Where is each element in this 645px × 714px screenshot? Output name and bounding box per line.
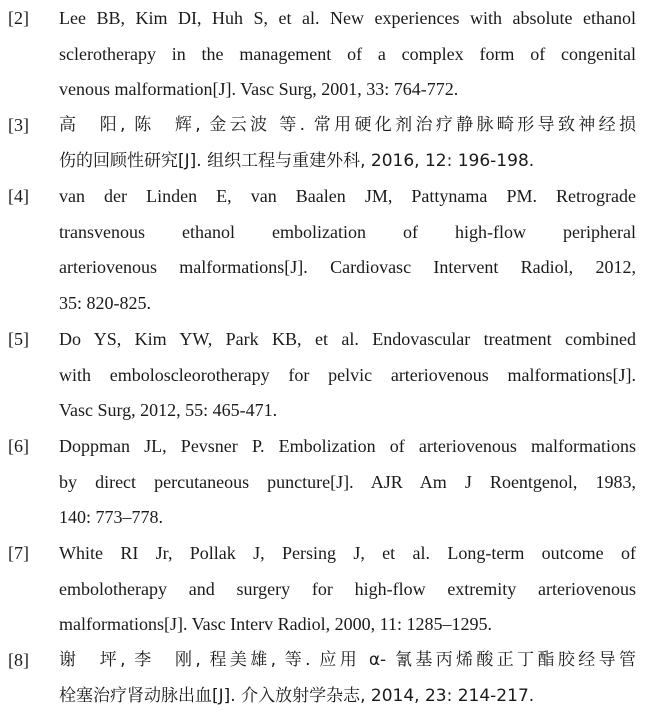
reference-entry: [8, 429, 636, 536]
reference-line: transvenous ethanol embolization of high-flow peripheral: [59, 221, 636, 242]
reference-number: [4]: [8, 186, 29, 206]
reference-line: 高 阳, 陈 辉, 金云波 等. 常用硬化剂治疗静脉畸形导致神经损: [59, 115, 636, 135]
reference-entry: [8, 1, 636, 108]
reference-number: [7]: [8, 543, 29, 563]
reference-entry: [8, 108, 636, 179]
reference-text: [59, 429, 636, 536]
reference-line: with emboloscleorotherapy for pelvic arteriovenous malformations[J].: [59, 364, 636, 385]
reference-line: 栓塞治疗肾动脉出血[J]. 介入放射学杂志, 2014, 23: 214-217.: [59, 685, 535, 706]
reference-text: [59, 108, 636, 179]
reference-line: 35: 820-825.: [59, 292, 151, 313]
reference-entry: [8, 322, 636, 429]
reference-number: [2]: [8, 8, 29, 28]
reference-line: embolotherapy and surgery for high-flow extremity arteriovenous: [59, 578, 636, 599]
reference-number: [8]: [8, 650, 29, 670]
reference-line: White RI Jr, Pollak J, Persing J, et al. Long-term outcome of: [59, 543, 636, 563]
reference-line: Lee BB, Kim DI, Huh S, et al. New experiences with absolute ethanol: [59, 8, 636, 28]
reference-number: [6]: [8, 436, 29, 456]
reference-text: [59, 536, 636, 643]
reference-entry: [8, 643, 636, 714]
reference-line: Vasc Surg, 2012, 55: 465-471.: [59, 400, 278, 421]
reference-line: van der Linden E, van Baalen JM, Pattynama PM. Retrograde: [59, 186, 636, 206]
reference-line: venous malformation[J]. Vasc Surg, 2001, 33: 764-772.: [59, 79, 459, 100]
reference-number: [5]: [8, 329, 29, 349]
reference-line: 谢 坪, 李 刚, 程美雄, 等. 应用 α- 氰基丙烯酸正丁酯胶经导管: [59, 650, 636, 670]
reference-text: [59, 322, 636, 429]
reference-line: 伤的回顾性研究[J]. 组织工程与重建外科, 2016, 12: 196-198.: [59, 150, 535, 171]
reference-number: [3]: [8, 115, 29, 135]
reference-line: Doppman JL, Pevsner P. Embolization of arteriovenous malformations: [59, 436, 636, 456]
reference-text: [59, 643, 636, 714]
reference-text: [59, 1, 636, 108]
reference-text: [59, 179, 636, 321]
reference-line: sclerotherapy in the management of a complex form of congenital: [59, 43, 636, 64]
reference-entry: [8, 536, 636, 643]
reference-line: Do YS, Kim YW, Park KB, et al. Endovascular treatment combined: [59, 329, 636, 349]
reference-line: by direct percutaneous puncture[J]. AJR Am J Roentgenol, 1983,: [59, 471, 636, 492]
reference-line: 140: 773–778.: [59, 507, 164, 528]
reference-line: malformations[J]. Vasc Interv Radiol, 2000, 11: 1285–1295.: [59, 614, 492, 635]
reference-entry: [8, 179, 636, 321]
reference-line: arteriovenous malformations[J]. Cardiovasc Intervent Radiol, 2012,: [59, 257, 636, 278]
